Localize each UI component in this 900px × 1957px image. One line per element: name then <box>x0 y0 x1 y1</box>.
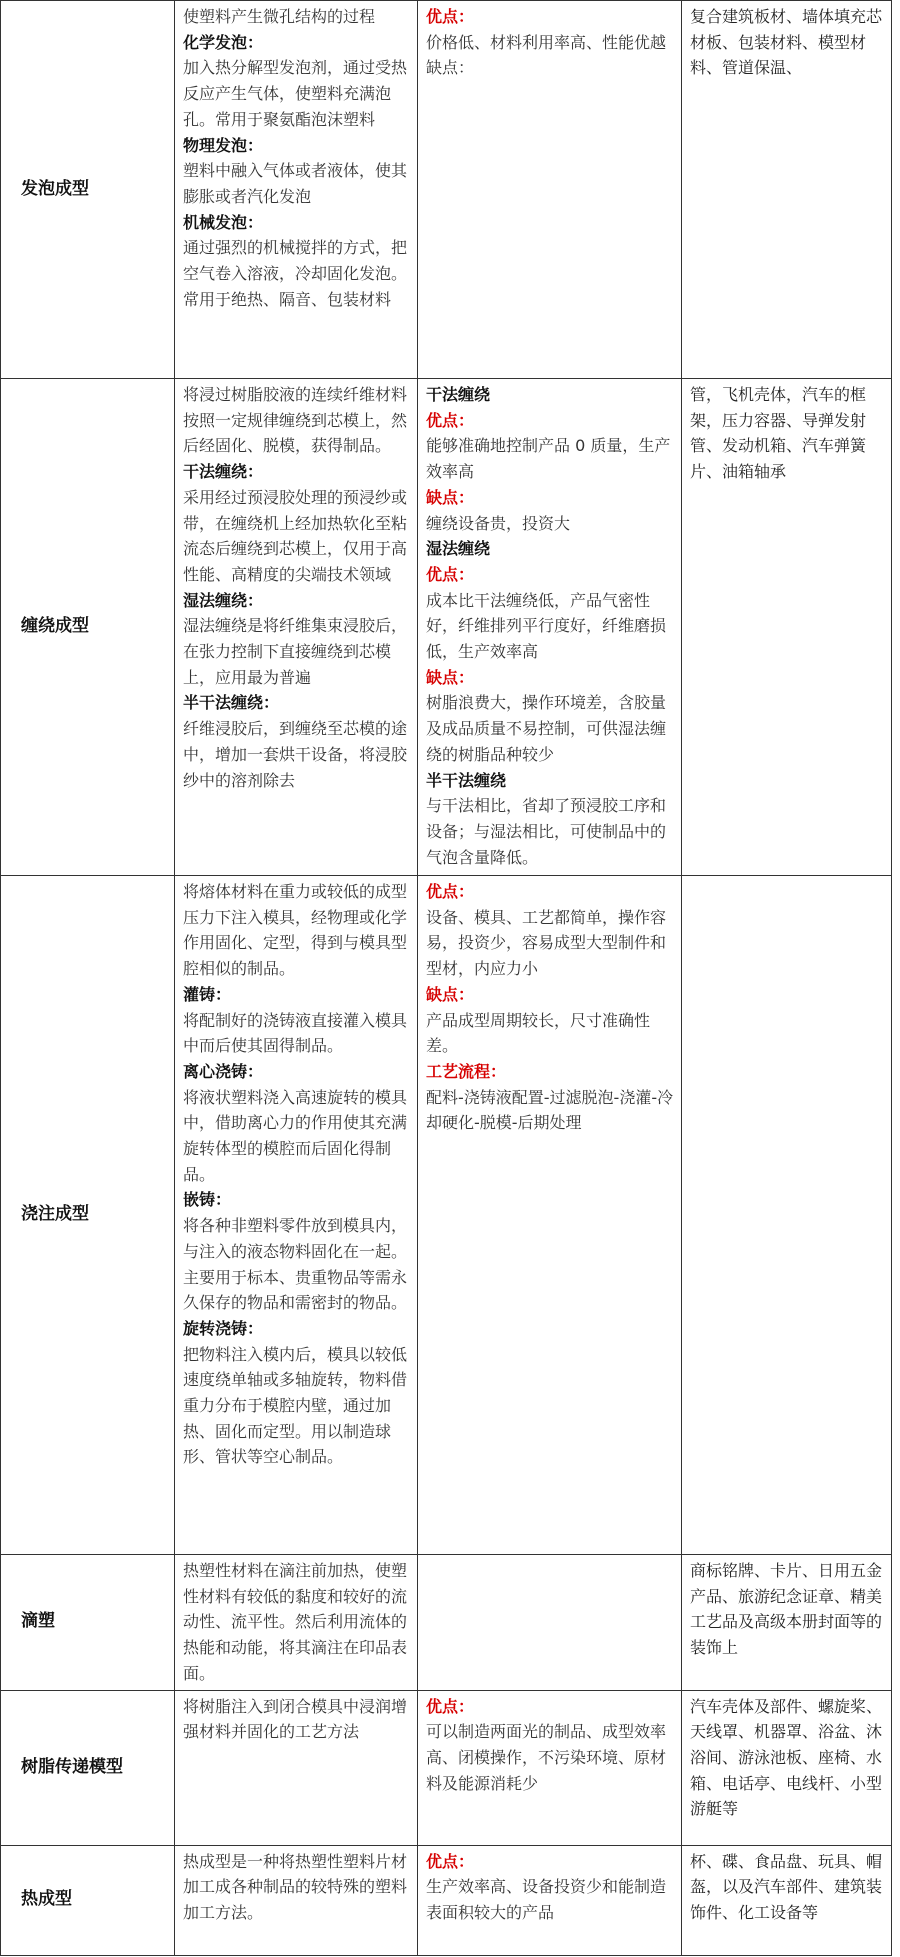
pros-cons-cell <box>418 1690 682 1845</box>
paragraph-text: 塑料中融入气体或者液体，使其膨胀或者汽化发泡 <box>183 161 408 206</box>
description-cell <box>175 379 418 876</box>
paragraph-text: 使塑料产生微孔结构的过程 <box>183 7 376 26</box>
process-name: 热成型 <box>1 1845 175 1955</box>
paragraph-text: 把物料注入模内后，模具以较低速度绕单轴或多轴旋转，物料借重力分布于模腔内壁，通过加热、固化而定型。用以制造球形、管状等空心制品。 <box>183 1344 408 1467</box>
paragraph-text: 生产效率高、设备投资少和能制造表面积较大的产品 <box>426 1877 667 1922</box>
table-row <box>1 1555 892 1691</box>
paragraph-text: 树脂浪费大，操作环境差，含胶量及成品质量不易控制，可供湿法缠绕的树脂品种较少 <box>426 693 667 764</box>
section-heading: 灌铸： <box>183 984 232 1004</box>
paragraph-text: 产品成型周期较长，尺寸准确性差。 <box>426 1010 651 1056</box>
paragraph-text: 成本比干法缠绕低，产品气密性好，纤维排列平行度好，纤维磨损低，生产效率高 <box>426 590 667 662</box>
paragraph-text: 湿法缠绕是将纤维集束浸胶后，在张力控制下直接缠绕到芯模上，应用最为普遍 <box>183 616 408 687</box>
description-cell <box>175 1845 418 1955</box>
process-name: 滴塑 <box>1 1555 175 1691</box>
paragraph-text: 价格低、材料利用率高、性能优越 <box>426 32 667 52</box>
paragraph-text: 缠绕设备贵，投资大 <box>426 513 571 533</box>
description-cell <box>175 1 418 379</box>
process-name: 树脂传递模型 <box>1 1690 175 1845</box>
table-row <box>1 1845 892 1955</box>
section-heading: 化学发泡： <box>183 32 264 52</box>
pros-cons-cell <box>418 876 682 1555</box>
description-cell <box>175 1690 418 1845</box>
section-heading: 缺点： <box>426 984 475 1004</box>
section-heading: 优点： <box>426 882 475 901</box>
section-heading: 干法缠绕： <box>183 462 264 482</box>
paragraph-text: 将树脂注入到闭合模具中浸润增强材料并固化的工艺方法 <box>183 1696 408 1742</box>
section-heading: 缺点： <box>426 487 475 507</box>
process-name: 浇注成型 <box>1 876 175 1555</box>
applications-cell: 杯、碟、食品盘、玩具、帽盔，以及汽车部件、建筑装饰件、化工设备等 <box>682 1845 892 1955</box>
applications-cell: 复合建筑板材、墙体填充芯材板、包装材料、模型材料、管道保温、 <box>682 1 892 379</box>
paragraph-text: 通过强烈的机械搅拌的方式，把空气卷入溶液，冷却固化发泡。常用于绝热、隔音、包装材料 <box>183 238 408 309</box>
paragraph-text: 纤维浸胶后，到缠绕至芯模的途中，增加一套烘干设备，将浸胶纱中的溶剂除去 <box>183 719 408 790</box>
applications-cell <box>682 876 892 1555</box>
paragraph-text: 热塑性材料在滴注前加热，使塑性材料有较低的黏度和较好的流动性、流平性。然后利用流体的热能和动能，将其滴注在印品表面。 <box>183 1561 408 1683</box>
paragraph-text: 将液状塑料浇入高速旋转的模具中，借助离心力的作用使其充满旋转体型的模腔而后固化得制品。 <box>183 1087 408 1184</box>
section-heading: 优点： <box>426 1696 475 1716</box>
paragraph-text: 设备、模具、工艺都简单，操作容易，投资少，容易成型大型制件和型材，内应力小 <box>426 907 667 979</box>
section-heading: 优点： <box>426 410 475 430</box>
table-row <box>1 379 892 876</box>
section-heading: 湿法缠绕 <box>426 539 491 559</box>
section-heading: 物理发泡： <box>183 135 264 155</box>
section-heading: 工艺流程： <box>426 1061 507 1081</box>
paragraph-text: 配料-浇铸液配置-过滤脱泡-浇灌-冷却硬化-脱模-后期处理 <box>426 1087 674 1133</box>
paragraph-text: 可以制造两面光的制品、成型效率高、闭模操作，不污染环境、原材料及能源消耗少 <box>426 1722 667 1793</box>
process-name: 缠绕成型 <box>1 379 175 876</box>
section-heading: 干法缠绕 <box>426 385 491 404</box>
pros-cons-cell <box>418 1845 682 1955</box>
applications-cell: 商标铭牌、卡片、日用五金产品、旅游纪念证章、精美工艺品及高级本册封面等的装饰上 <box>682 1555 892 1691</box>
paragraph-text: 加入热分解型发泡剂，通过受热反应产生气体，使塑料充满泡孔。常用于聚氨酯泡沫塑料 <box>183 58 408 129</box>
paragraph-text: 将熔体材料在重力或较低的成型压力下注入模具，经物理或化学作用固化、定型，得到与模具型腔相似的制品。 <box>183 882 408 979</box>
section-heading: 优点： <box>426 564 475 584</box>
paragraph-text: 将各种非塑料零件放到模具内，与注入的液态物料固化在一起。主要用于标本、贵重物品等需永久保存的物品和需密封的物品。 <box>183 1216 408 1313</box>
paragraph-text: 与干法相比，省却了预浸胶工序和设备；与湿法相比，可使制品中的气泡含量降低。 <box>426 796 667 867</box>
section-heading: 缺点： <box>426 667 475 687</box>
pros-cons-cell <box>418 1 682 379</box>
section-heading: 优点： <box>426 7 475 26</box>
applications-cell: 管，飞机壳体，汽车的框架，压力容器、导弹发射管、发动机箱、汽车弹簧片、油箱轴承 <box>682 379 892 876</box>
section-heading: 离心浇铸： <box>183 1061 264 1081</box>
description-cell <box>175 1555 418 1691</box>
applications-cell: 汽车壳体及部件、螺旋桨、天线罩、机器罩、浴盆、沐浴间、游泳池板、座椅、水箱、电话亭、电线杆、小型游艇等 <box>682 1690 892 1845</box>
table-row <box>1 1 892 379</box>
table-row <box>1 876 892 1555</box>
paragraph-text: 采用经过预浸胶处理的预浸纱或带，在缠绕机上经加热软化至粘流态后缠绕到芯模上，仅用于高性能、高精度的尖端技术领域 <box>183 487 408 584</box>
section-heading: 优点： <box>426 1851 475 1871</box>
section-heading: 半干法缠绕 <box>426 770 507 790</box>
pros-cons-cell <box>418 1555 682 1691</box>
section-heading: 嵌铸： <box>183 1190 232 1210</box>
table-row <box>1 1690 892 1845</box>
paragraph-text: 缺点： <box>426 58 475 78</box>
process-name: 发泡成型 <box>1 1 175 379</box>
paragraph-text: 能够准确地控制产品 0 质量，生产效率高 <box>426 436 671 482</box>
paragraph-text: 将配制好的浇铸液直接灌入模具中而后使其固得制品。 <box>183 1010 408 1056</box>
section-heading: 机械发泡： <box>183 212 264 232</box>
section-heading: 湿法缠绕： <box>183 590 264 610</box>
description-cell <box>175 876 418 1555</box>
paragraph-text: 热成型是一种将热塑性塑料片材加工成各种制品的较特殊的塑料加工方法。 <box>183 1851 408 1922</box>
section-heading: 半干法缠绕： <box>183 693 280 713</box>
paragraph-text: 将浸过树脂胶液的连续纤维材料按照一定规律缠绕到芯模上，然后经固化、脱模，获得制品。 <box>183 385 408 456</box>
section-heading: 旋转浇铸： <box>183 1318 264 1338</box>
pros-cons-cell <box>418 379 682 876</box>
